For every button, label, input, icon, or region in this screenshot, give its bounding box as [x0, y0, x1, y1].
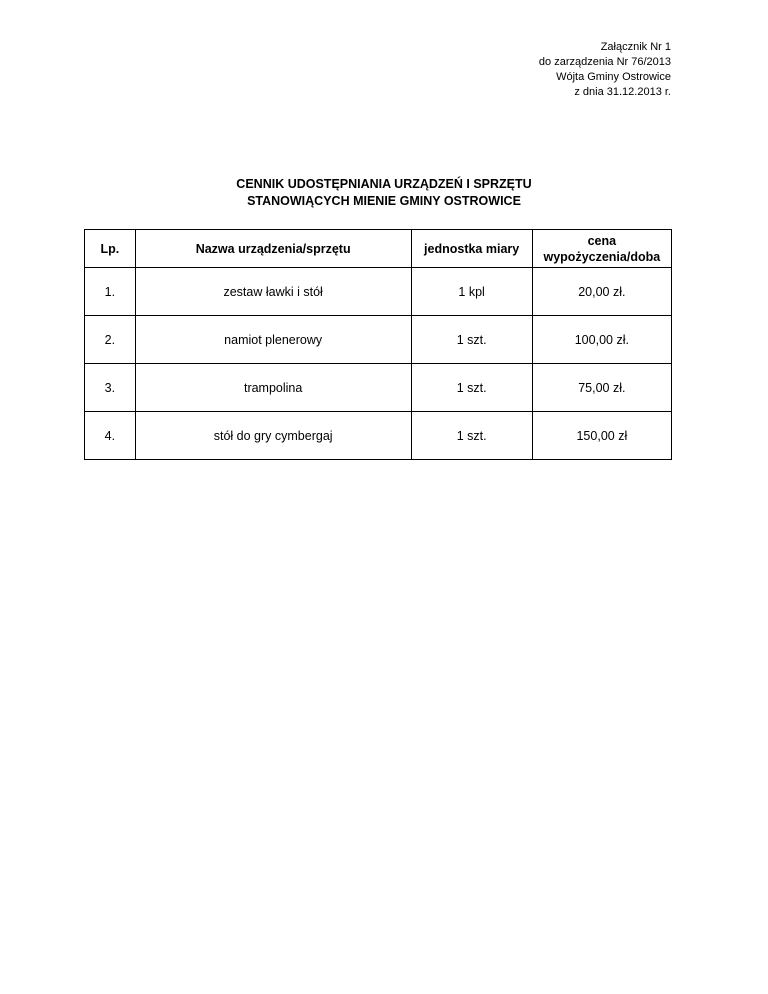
cell-unit: 1 szt.	[411, 316, 532, 364]
annex-date: z dnia 31.12.2013 r.	[574, 86, 671, 98]
table-row	[85, 412, 672, 460]
table-header-row	[85, 230, 672, 268]
column-header-price	[532, 230, 671, 268]
cell-name: namiot plenerowy	[135, 316, 411, 364]
price-list-table	[84, 229, 672, 460]
table-row	[85, 364, 672, 412]
column-header-price-line-2: wypożyczenia/doba	[543, 249, 661, 264]
document-title-line-2: STANOWIĄCYCH MIENIE GMINY OSTROWICE	[247, 194, 521, 208]
cell-lp: 3.	[85, 364, 136, 412]
column-header-price-line-1: cena	[587, 233, 617, 248]
annex-number: Załącznik Nr 1	[600, 41, 671, 53]
cell-unit: 1 szt.	[411, 412, 532, 460]
document-title	[0, 176, 768, 210]
cell-price: 20,00 zł.	[532, 268, 671, 316]
annex-header	[539, 40, 671, 100]
cell-name: zestaw ławki i stół	[135, 268, 411, 316]
cell-price: 75,00 zł.	[532, 364, 671, 412]
annex-issuer: Wójta Gminy Ostrowice	[556, 71, 671, 83]
cell-lp: 4.	[85, 412, 136, 460]
column-header-name: Nazwa urządzenia/sprzętu	[135, 230, 411, 268]
document-title-line-1: CENNIK UDOSTĘPNIANIA URZĄDZEŃ I SPRZĘTU	[236, 177, 532, 191]
cell-name: stół do gry cymbergaj	[135, 412, 411, 460]
column-header-lp: Lp.	[85, 230, 136, 268]
cell-price: 100,00 zł.	[532, 316, 671, 364]
cell-lp: 2.	[85, 316, 136, 364]
cell-name: trampolina	[135, 364, 411, 412]
cell-price: 150,00 zł	[532, 412, 671, 460]
table-row	[85, 268, 672, 316]
cell-unit: 1 kpl	[411, 268, 532, 316]
annex-order-reference: do zarządzenia Nr 76/2013	[538, 56, 671, 68]
table-row	[85, 316, 672, 364]
cell-lp: 1.	[85, 268, 136, 316]
cell-unit: 1 szt.	[411, 364, 532, 412]
column-header-unit: jednostka miary	[411, 230, 532, 268]
